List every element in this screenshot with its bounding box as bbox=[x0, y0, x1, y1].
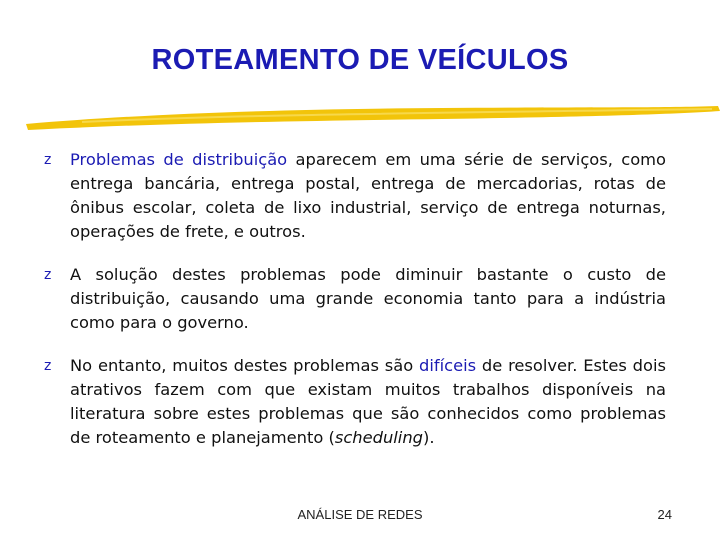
page-number: 24 bbox=[657, 507, 672, 522]
yellow-brush-stroke bbox=[22, 100, 720, 134]
z-bullet-icon: z bbox=[44, 358, 52, 374]
bullet-text: aparecem em uma série de serviços, como entrega bancária, entrega postal, entrega de mercadorias, rotas de ônibus escolar, coleta de lixo industrial, serviço de entrega noturnas, operações de frete, e outros. bbox=[70, 150, 666, 241]
z-bullet-icon: z bbox=[44, 267, 52, 283]
slide-footer: ANÁLISE DE REDES bbox=[297, 507, 423, 522]
highlight-text: Problemas de distribuição bbox=[70, 150, 288, 169]
highlight-text: difíceis bbox=[419, 356, 477, 375]
bullet-item-difficulty bbox=[44, 354, 666, 450]
bullet-item-solution bbox=[44, 263, 666, 335]
bullet-text: de resolver. Estes dois atrativos fazem com que existam muitos trabalhos disponíveis na literatura sobre estes problemas que são conhecidos como problemas de roteamento e planejamento ( bbox=[70, 356, 666, 447]
z-bullet-icon: z bbox=[44, 152, 52, 168]
bullet-text: No entanto, muitos destes problemas são bbox=[70, 356, 420, 375]
bullet-text: A solução destes problemas pode diminuir bastante o custo de distribuição, causando uma grande economia tanto para a indústria como para o governo. bbox=[70, 265, 666, 332]
bullet-list bbox=[44, 148, 666, 469]
bullet-text: ). bbox=[422, 428, 435, 447]
slide-title: ROTEAMENTO DE VEÍCULOS bbox=[151, 44, 569, 76]
italic-text: scheduling bbox=[334, 428, 423, 447]
bullet-item-distribution bbox=[44, 148, 666, 244]
